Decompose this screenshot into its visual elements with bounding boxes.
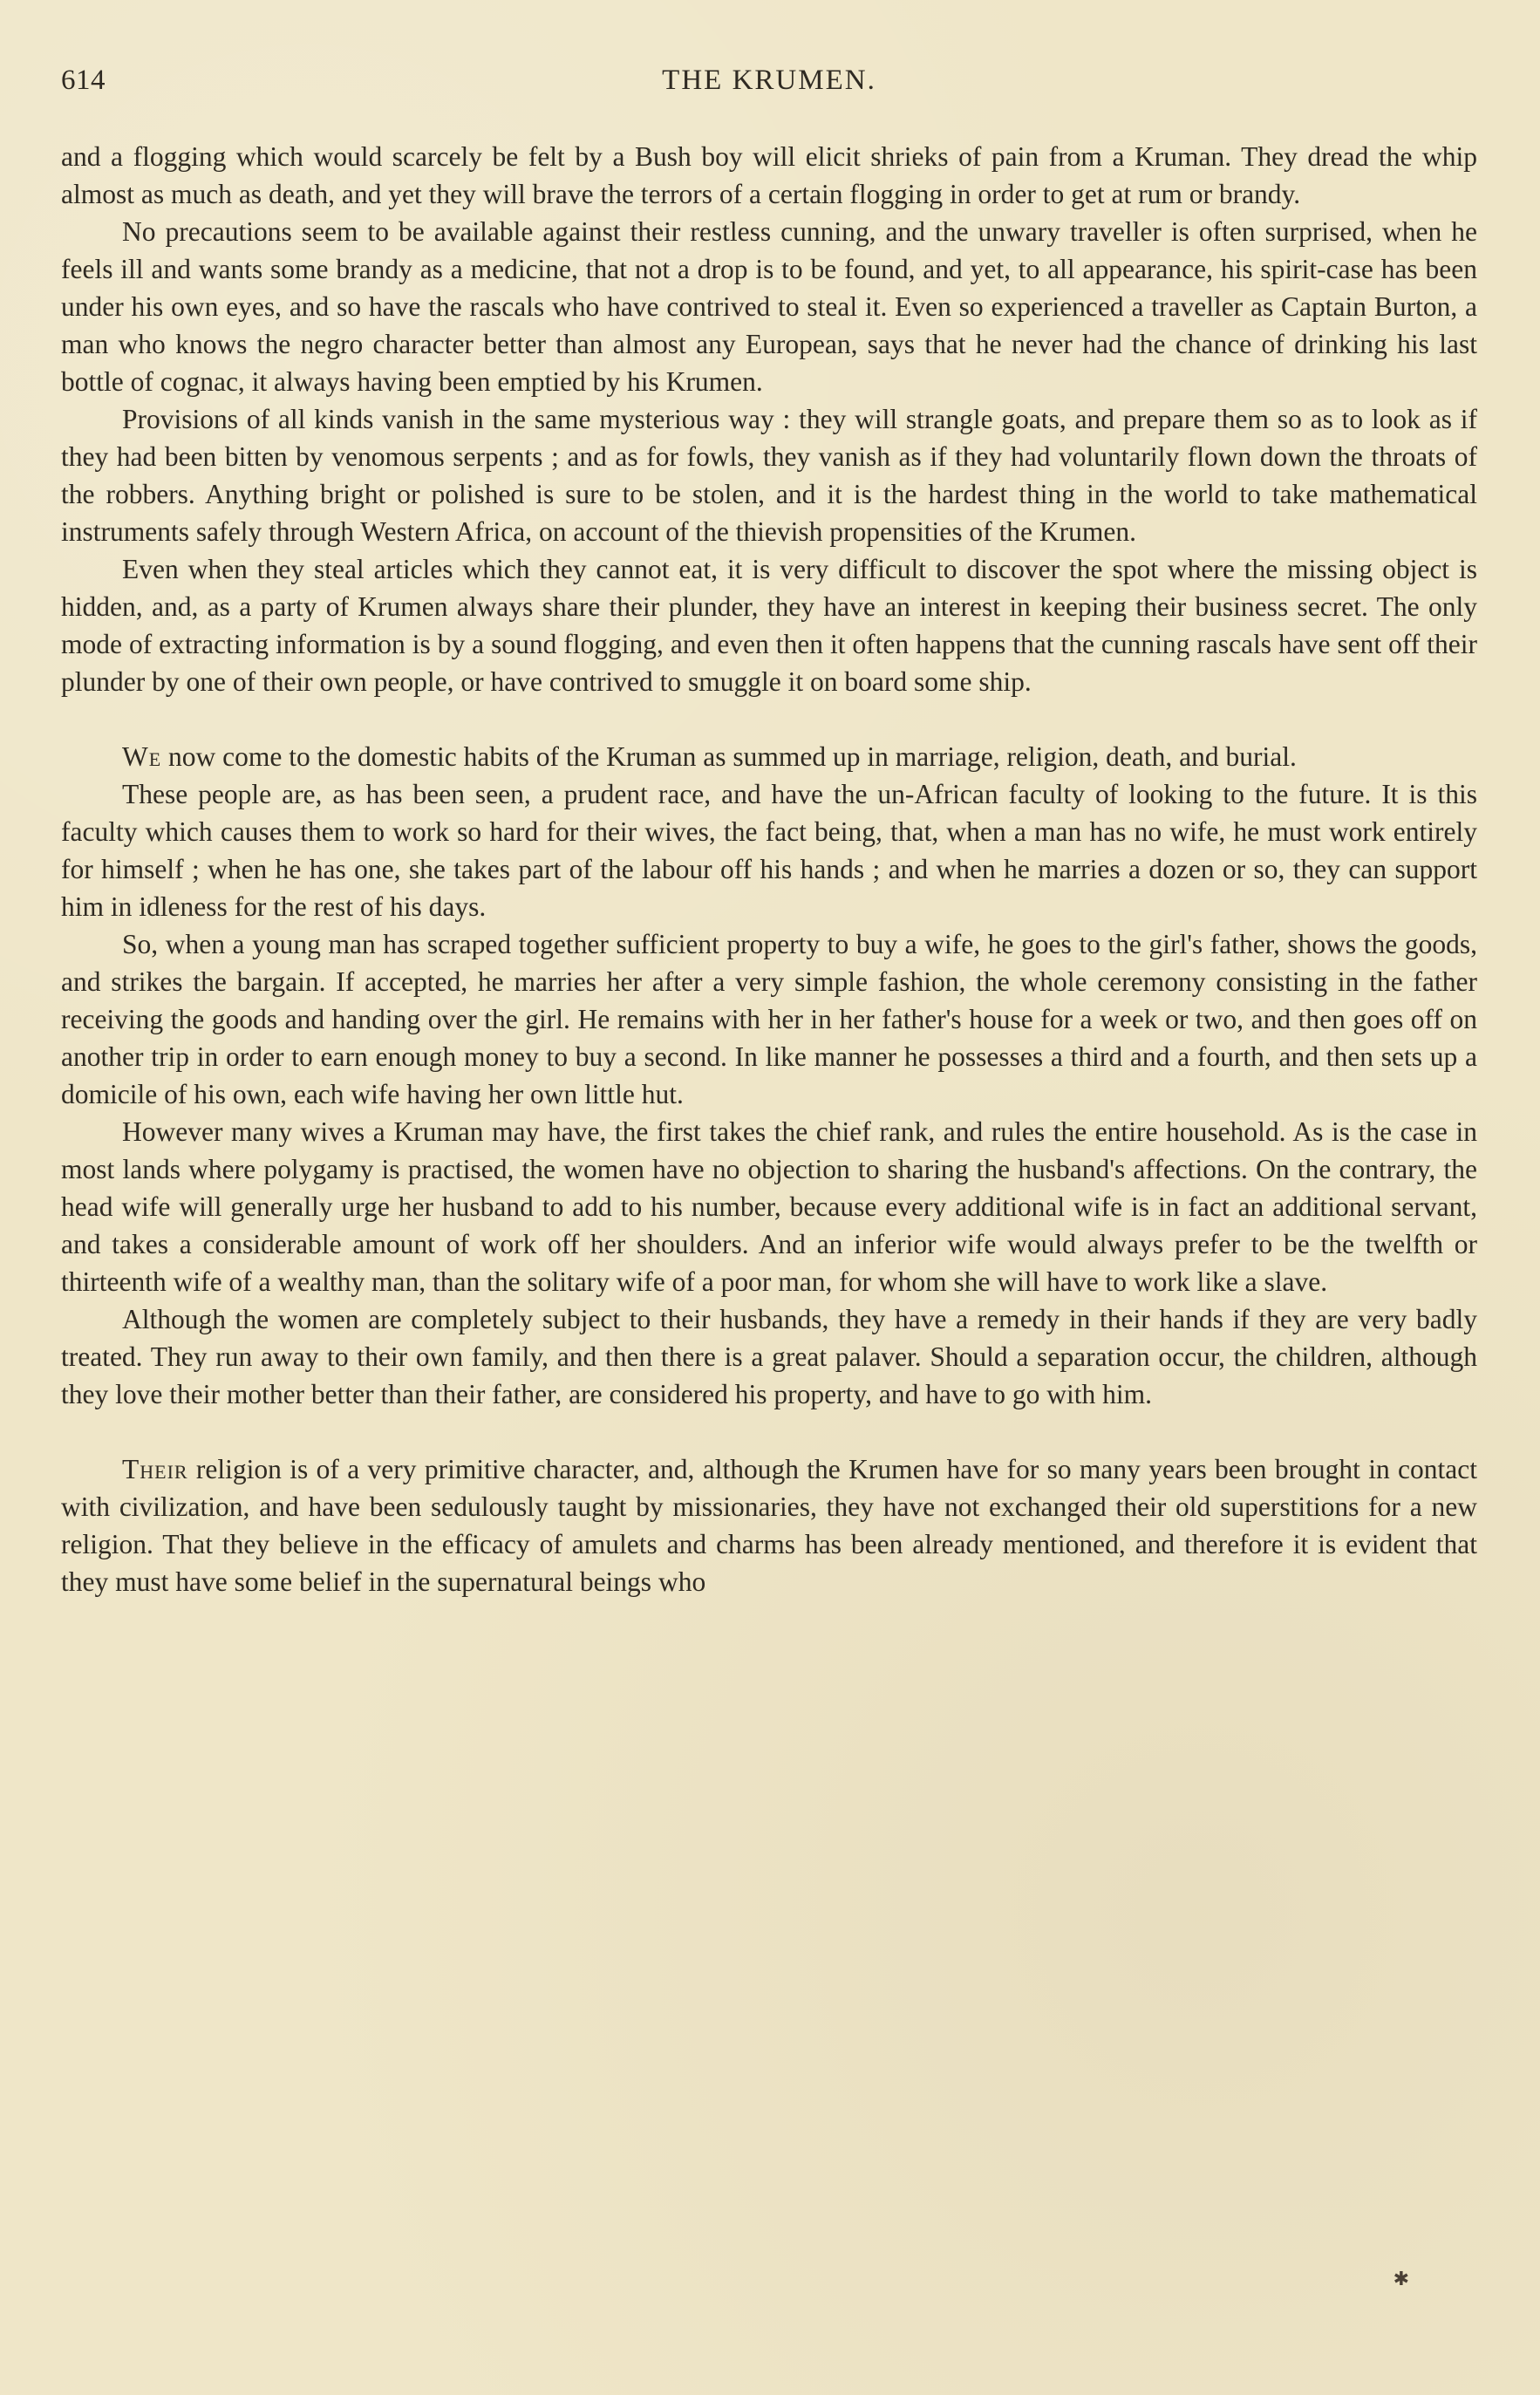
paragraph — [61, 138, 1477, 213]
section-lead-word: Their — [122, 1454, 188, 1484]
paragraph-text: and a flogging which would scarcely be felt by a Bush boy will elicit shrieks of pain from a Kruman. They dread the whip almost as much as death, and yet they will brave the terrors of a certain flogging in order to get at rum or brandy. — [61, 141, 1477, 209]
page-mark-icon: ✱ — [1393, 2268, 1409, 2289]
paragraph — [61, 400, 1477, 550]
paragraph — [61, 550, 1477, 700]
section-start-paragraph — [61, 1450, 1477, 1600]
paragraph-text: religion is of a very primitive character, and, although the Krumen have for so many years been brought in contact with civilization, and have been sedulously taught by missionaries, they have not exchanged their old superstitions for a new religion. That they believe in the efficacy of amulets and charms has been already mentioned, and therefore it is evident that they must have some belief in the supernatural beings who — [61, 1454, 1477, 1597]
paragraph-text: Although the women are completely subject to their husbands, they have a remedy in their hands if they are very badly treated. They run away to their own family, and then there is a great palaver. Should a separation occur, the children, although they love their mother better than their father, are considered his property, and have to go with him. — [61, 1304, 1477, 1409]
paragraph-text: No precautions seem to be available against their restless cunning, and the unwary traveller is often surprised, when he feels ill and wants some brandy as a medicine, that not a drop is to be found, and yet, to all appearance, his spirit-case has been under his own eyes, and so have the rascals who have contrived to steal it. Even so experienced a traveller as Captain Burton, a man who knows the negro character better than almost any European, says that he never had the chance of drinking his last bottle of cognac, it always having been emptied by his Krumen. — [61, 216, 1477, 397]
paragraph-text: Provisions of all kinds vanish in the same mysterious way : they will strangle goats, and prepare them so as to look as if they had been bitten by venomous serpents ; and as for fowls, they vanish as if they had voluntarily flown down the throats of the robbers. Anything bright or polished is sure to be stolen, and it is the hardest thing in the world to take mathematical instruments safely through Western Africa, on account of the thievish propensities of the Krumen. — [61, 404, 1477, 547]
running-header — [61, 61, 1477, 113]
page-number: 614 — [61, 65, 106, 96]
section-start-paragraph — [61, 738, 1477, 775]
section-lead-word: We — [122, 741, 162, 772]
paragraph — [61, 925, 1477, 1113]
paragraph-text: So, when a young man has scraped together sufficient property to buy a wife, he goes to the girl's father, shows the goods, and strikes the bargain. If accepted, he marries her after a very simple fashion, the whole ceremony consisting in the father receiving the goods and handing over the girl. He remains with her in her father's house for a week or two, and then goes off on another trip in order to earn enough money to buy a second. In like manner he possesses a third and a fourth, and then sets up a domicile of his own, each wife having her own little hut. — [61, 929, 1477, 1109]
paragraph — [61, 775, 1477, 925]
paragraph-text: However many wives a Kruman may have, the first takes the chief rank, and rules the entire household. As is the case in most lands where polygamy is practised, the women have no objection to sharing the husband's affections. On the contrary, the head wife will generally urge her husband to add to his number, because every additional wife is in fact an additional servant, and takes a considerable amount of work off her shoulders. And an inferior wife would always prefer to be the twelfth or thirteenth wife of a wealthy man, than the solitary wife of a poor man, for whom she will have to work like a slave. — [61, 1116, 1477, 1297]
paragraph-text: Even when they steal articles which they cannot eat, it is very difficult to discover the spot where the missing object is hidden, and, as a party of Krumen always share their plunder, they have an interest in keeping their business secret. The only mode of extracting information is by a sound flogging, and even then it often happens that the cunning rascals have sent off their plunder by one of their own people, or have contrived to smuggle it on board some ship. — [61, 554, 1477, 697]
paragraph — [61, 213, 1477, 400]
running-title: THE KRUMEN. — [662, 65, 876, 96]
paragraph-text: These people are, as has been seen, a prudent race, and have the un-African faculty of looking to the future. It is this faculty which causes them to work so hard for their wives, the fact being, that, when a man has no wife, he must work entirely for himself ; when he has one, she takes part of the labour off his hands ; and when he marries a dozen or so, they can support him in idleness for the rest of his days. — [61, 779, 1477, 922]
paragraph-text: now come to the domestic habits of the Kruman as summed up in marriage, religion, death, and burial. — [161, 741, 1297, 772]
body-text — [61, 138, 1477, 1600]
paragraph — [61, 1300, 1477, 1413]
paragraph — [61, 1113, 1477, 1300]
